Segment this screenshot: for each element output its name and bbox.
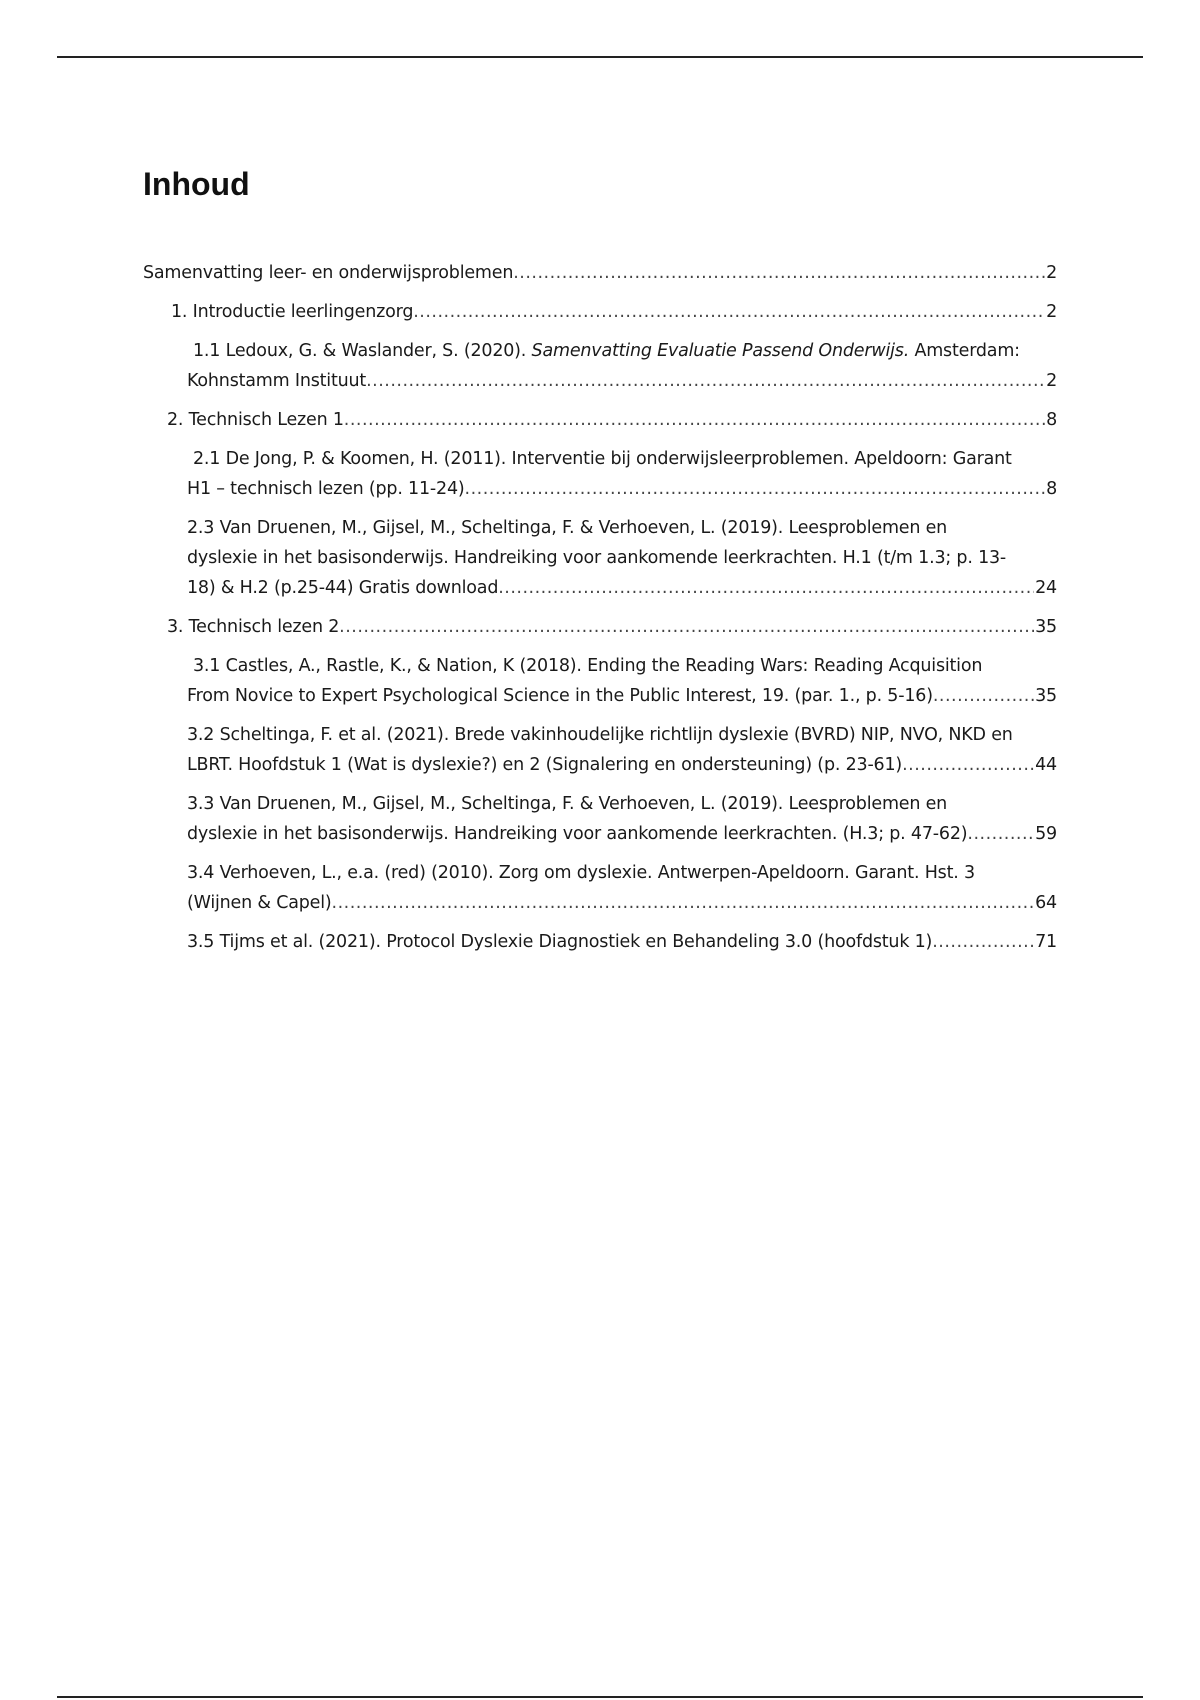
dot-leader: [902, 750, 1034, 780]
page-title: Inhoud: [143, 166, 250, 202]
dot-leader: [344, 405, 1045, 435]
toc-entry-line: [187, 336, 1057, 366]
toc-entry-3-5[interactable]: [143, 927, 1057, 957]
toc-entry-italic-title: Samenvatting Evaluatie Passend Onderwijs.: [531, 341, 910, 361]
toc-entry-line: 3.1 Castles, A., Rastle, K., & Nation, K (2018). Ending the Reading Wars: Reading Acquisition: [193, 656, 983, 676]
toc-entry-line: 3.4 Verhoeven, L., e.a. (red) (2010). Zorg om dyslexie. Antwerpen-Apeldoorn. Garant. Hst. 3: [187, 863, 975, 883]
dot-leader: [339, 612, 1034, 642]
toc-entry-3-4[interactable]: [143, 858, 1057, 918]
toc-entry-text: 3.5 Tijms et al. (2021). Protocol Dyslexie Diagnostiek en Behandeling 3.0 (hoofdstuk 1): [187, 932, 933, 952]
toc-entry-text: LBRT. Hoofdstuk 1 (Wat is dyslexie?) en 2 (Signalering en ondersteuning) (p. 23-61): [187, 755, 903, 775]
dot-leader: [413, 297, 1045, 327]
toc-page-number: 2: [1046, 302, 1057, 322]
toc-entry-text: From Novice to Expert Psychological Science in the Public Interest, 19. (par. 1., p. 5-16): [187, 686, 933, 706]
toc-entry-text: 1. Introductie leerlingenzorg: [171, 302, 414, 322]
toc-page-number: 44: [1035, 755, 1057, 775]
toc-entry-3-2[interactable]: [143, 720, 1057, 780]
toc-page-number: 8: [1046, 410, 1057, 430]
toc-entry-technisch-lezen-2[interactable]: [143, 612, 1057, 642]
header-rule: [57, 56, 1143, 58]
toc-entry-text: (Wijnen & Capel): [187, 893, 332, 913]
dot-leader: [932, 927, 1034, 957]
toc-entry-samenvatting[interactable]: [143, 258, 1057, 288]
dot-leader: [498, 573, 1034, 603]
toc-entry-line: dyslexie in het basisonderwijs. Handreiking voor aankomende leerkrachten. H.1 (t/m 1.3; p. 13-: [187, 548, 1007, 568]
toc-page-number: 59: [1035, 824, 1057, 844]
toc-entry-text: 18) & H.2 (p.25-44) Gratis download: [187, 578, 499, 598]
dot-leader: [332, 888, 1035, 918]
toc-entry-line: 3.3 Van Druenen, M., Gijsel, M., Scheltinga, F. & Verhoeven, L. (2019). Leesproblemen en: [187, 794, 948, 814]
dot-leader: [933, 681, 1034, 711]
toc-page-number: 71: [1035, 932, 1057, 952]
toc-entry-line: 2.3 Van Druenen, M., Gijsel, M., Scheltinga, F. & Verhoeven, L. (2019). Leesproblemen en: [187, 518, 948, 538]
toc-entry-text: Kohnstamm Instituut: [187, 371, 367, 391]
toc-entry-line: 2.1 De Jong, P. & Koomen, H. (2011). Interventie bij onderwijsleerproblemen. Apeldoorn: Garant: [193, 449, 1012, 469]
dot-leader: [366, 366, 1045, 396]
dot-leader: [465, 474, 1046, 504]
toc-entry-1-1[interactable]: [143, 336, 1057, 396]
toc-entry-3-1[interactable]: [143, 651, 1057, 711]
toc-entry-introductie[interactable]: [143, 297, 1057, 327]
toc-page-number: 64: [1035, 893, 1057, 913]
toc-entry-text: 3. Technisch lezen 2: [167, 617, 340, 637]
toc-page-number: 35: [1035, 686, 1057, 706]
toc-page-number: 2: [1046, 263, 1057, 283]
toc-entry-text: Samenvatting leer- en onderwijsproblemen: [143, 263, 514, 283]
toc-entry-text: H1 – technisch lezen (pp. 11-24): [187, 479, 465, 499]
table-of-contents: [143, 258, 1057, 966]
toc-entry-2-3[interactable]: [143, 513, 1057, 603]
toc-entry-text: 1.1 Ledoux, G. & Waslander, S. (2020).: [193, 341, 532, 361]
toc-page-number: 8: [1046, 479, 1057, 499]
toc-entry-2-1[interactable]: [143, 444, 1057, 504]
toc-entry-technisch-lezen-1[interactable]: [143, 405, 1057, 435]
toc-page-number: 2: [1046, 371, 1057, 391]
dot-leader: [967, 819, 1034, 849]
toc-entry-text: 2. Technisch Lezen 1: [167, 410, 344, 430]
toc-entry-text: Amsterdam:: [909, 341, 1020, 361]
toc-entry-line: 3.2 Scheltinga, F. et al. (2021). Brede vakinhoudelijke richtlijn dyslexie (BVRD) NIP, NVO, NKD en: [187, 725, 1013, 745]
footer-rule: [57, 1696, 1143, 1698]
toc-page-number: 35: [1035, 617, 1057, 637]
toc-page-number: 24: [1035, 578, 1057, 598]
toc-entry-text: dyslexie in het basisonderwijs. Handreiking voor aankomende leerkrachten. (H.3; p. 47-62): [187, 824, 968, 844]
toc-entry-3-3[interactable]: [143, 789, 1057, 849]
dot-leader: [513, 258, 1045, 288]
